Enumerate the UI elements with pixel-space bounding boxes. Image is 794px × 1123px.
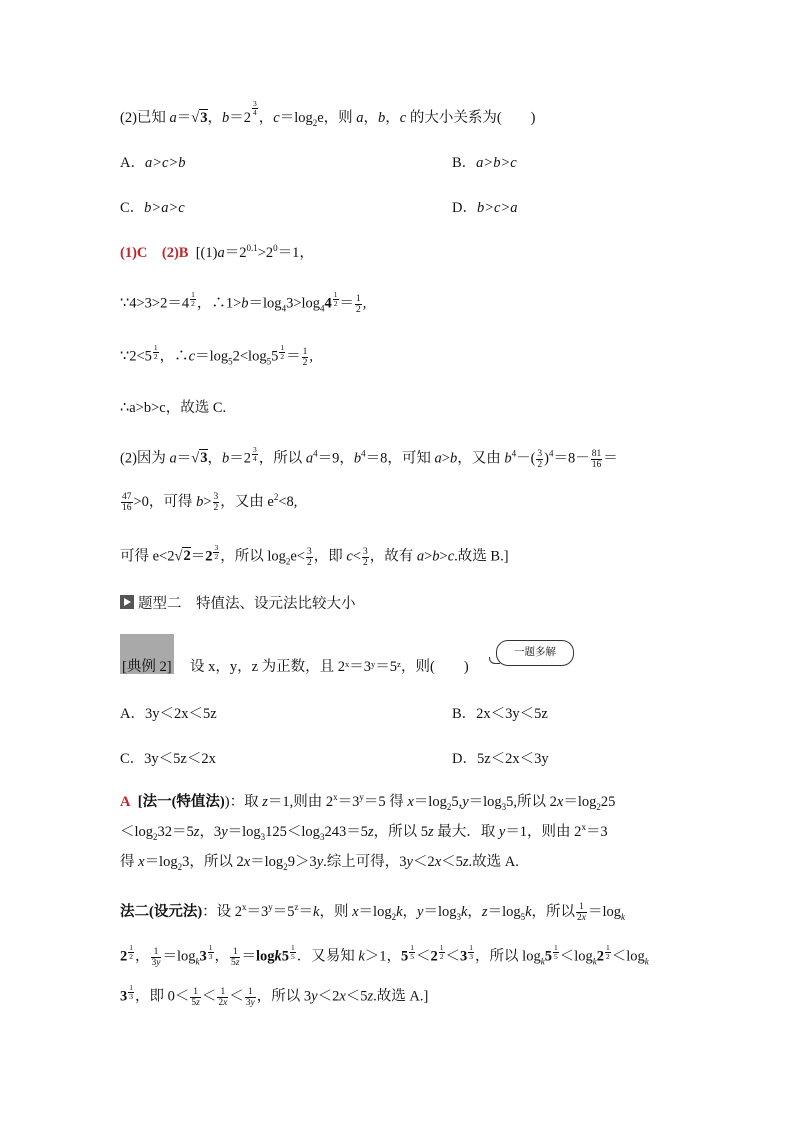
solution-answer: A (120, 794, 131, 810)
example-option-b-text: 2x＜3y＜5z (476, 706, 548, 722)
q2-option-b[interactable]: B．a>b>c (452, 155, 517, 171)
q2-option-a-text: a>c>b (144, 155, 186, 171)
answer-line-7: 可得 e<2√2＝2 $^{\frac{3}{2}}$ ，所以 $\log_2e<$ $\frac{3}{2}$ ，即 c< $\frac{3}{2}$ ，故有 a>b>c.故选 B.] (120, 543, 509, 568)
answer-line-6: $\frac{47}{16}$ >0，可得 b> $\frac{3}{2}$ ，又由 $e^2<8$, (122, 492, 298, 514)
solution-line-6: 3 $^{\frac{1}{3}}$ ，即 0＜ $\frac{1}{5z}$ ＜ $\frac{1}{2x}$ ＜ $\frac{1}{3y}$ ，所以 3y＜2x＜5z.故选 A.] (120, 983, 429, 1008)
example-label: [典例 2] (122, 659, 172, 675)
example-option-c[interactable]: C．3y＜5z＜2x (120, 751, 216, 767)
answer-label: (1)C (2)B (120, 245, 189, 261)
answer-line-2: ∵4>3>2＝4 $^{\frac{1}{2}}$ ，$\therefore 1>b=\log_43>\log_44$ $^{\frac{1}{2}}$ ＝ $\frac{1}{2}$ , (120, 290, 367, 315)
method1-title: [法一(特值法) (137, 794, 225, 810)
q2-option-d-text: b>c>a (476, 200, 518, 216)
example-option-a[interactable]: A．3y＜2x＜5z (120, 706, 217, 722)
q2-stem-prefix: (2)已知 (120, 110, 166, 127)
example-option-d-text: 5z＜2x＜3y (476, 751, 549, 767)
section-arrow-icon (120, 595, 134, 609)
q2-stem: (2)已知 a＝√3，b＝2 $^{\frac{3}{4}}$ ，$c=\log_2e$，则 a，b，c 的大小关系为( ) (120, 99, 536, 129)
q2-stem-suffix: 的大小关系为( ) (409, 110, 536, 127)
q2-option-d[interactable]: D．b>c>a (452, 200, 518, 216)
q2-option-b-text: a>b>c (476, 155, 517, 171)
example-stem: 设 x，y，z 为正数，且 2ˣ＝3ʸ＝5ᶻ，则( ) (190, 659, 469, 675)
q2-option-c[interactable]: C．b>a>c (120, 200, 185, 216)
solution-line-5: 2 $^{\frac{1}{2}}$ ， $\frac{1}{3y}$ $=\log_k3$ $^{\frac{1}{3}}$ ， $\frac{1}{5z}$ ＝logk5 $^{\frac{1}{5}}$ ．又易知 k＞1，5 $^{\frac{1}{5}}$ ＜2 $^{\frac{1}{2}}$ ＜3 $^{\frac{1}{3}}$ ，所以 $\log_k5$ $^{\frac{1}{5}}$ $<\log_k2$ $^{\frac{1}{2}}$ $<\log_k$ (120, 943, 649, 968)
example-option-d[interactable]: D．5z＜2x＜3y (452, 751, 549, 767)
multi-solution-badge: 一题多解 (496, 640, 574, 666)
answer-line-3: ∵2<5 $^{\frac{1}{2}}$ ，$\therefore c=\log_52<\log_55$ $^{\frac{1}{2}}$ ＝ $\frac{1}{2}$ , (120, 343, 313, 368)
example-option-a-text: 3y＜2x＜5z (144, 706, 217, 722)
example-option-b[interactable]: B．2x＜3y＜5z (452, 706, 548, 722)
answer-line-4: ∴a>b>c，故选 C. (120, 400, 227, 416)
q2-option-a[interactable]: A．a>c>b (120, 155, 186, 171)
answer-line-5: (2)因为 a＝√3，b＝2 $^{\frac{3}{4}}$ ，所以 $a^4=9$，$b^4=8$，可知 a>b，又由 $b^4-$( $\frac{3}{2}$ )$^4$＝8－ $\frac{81}{16}$ ＝ (120, 445, 618, 470)
solution-line-3: 得 $x=\log_23$，所以 $2x=\log_29>3y$.综上可得，3y＜2x＜5z.故选 A. (120, 854, 519, 872)
method2-title: 法二(设元法) (120, 904, 203, 920)
solution-line-2: $<\log_232=5z$，$3y=\log_3125<\log_3243=5z$，所以 5z 最大．取 y＝1，则由 $2^x=3$ (120, 822, 608, 842)
section-header (120, 592, 676, 612)
q2-option-c-text: b>a>c (144, 200, 185, 216)
section-title: 题型二 特值法、设元法比较大小 (138, 596, 356, 612)
solution-line-1: A [法一(特值法))：取 z＝1,则由 $2^x=3^y=5$ 得 $x=\log_25,y=\log_35$,所以 $2x=\log_225$ (120, 792, 616, 812)
solution-line-4: 法二(设元法)：设 $2^x=3^y=5^z=k$，则 $x=\log_2k$，$y=\log_3k$，$z=\log_5k$，所以 $\frac{1}{2x}$ $=\log_k$ (120, 902, 626, 924)
answer-line-1: (1)C (2)B [$(1)a=2^{0.1}>2^0=1$， (120, 243, 314, 261)
example-option-c-text: 3y＜5z＜2x (144, 751, 216, 767)
